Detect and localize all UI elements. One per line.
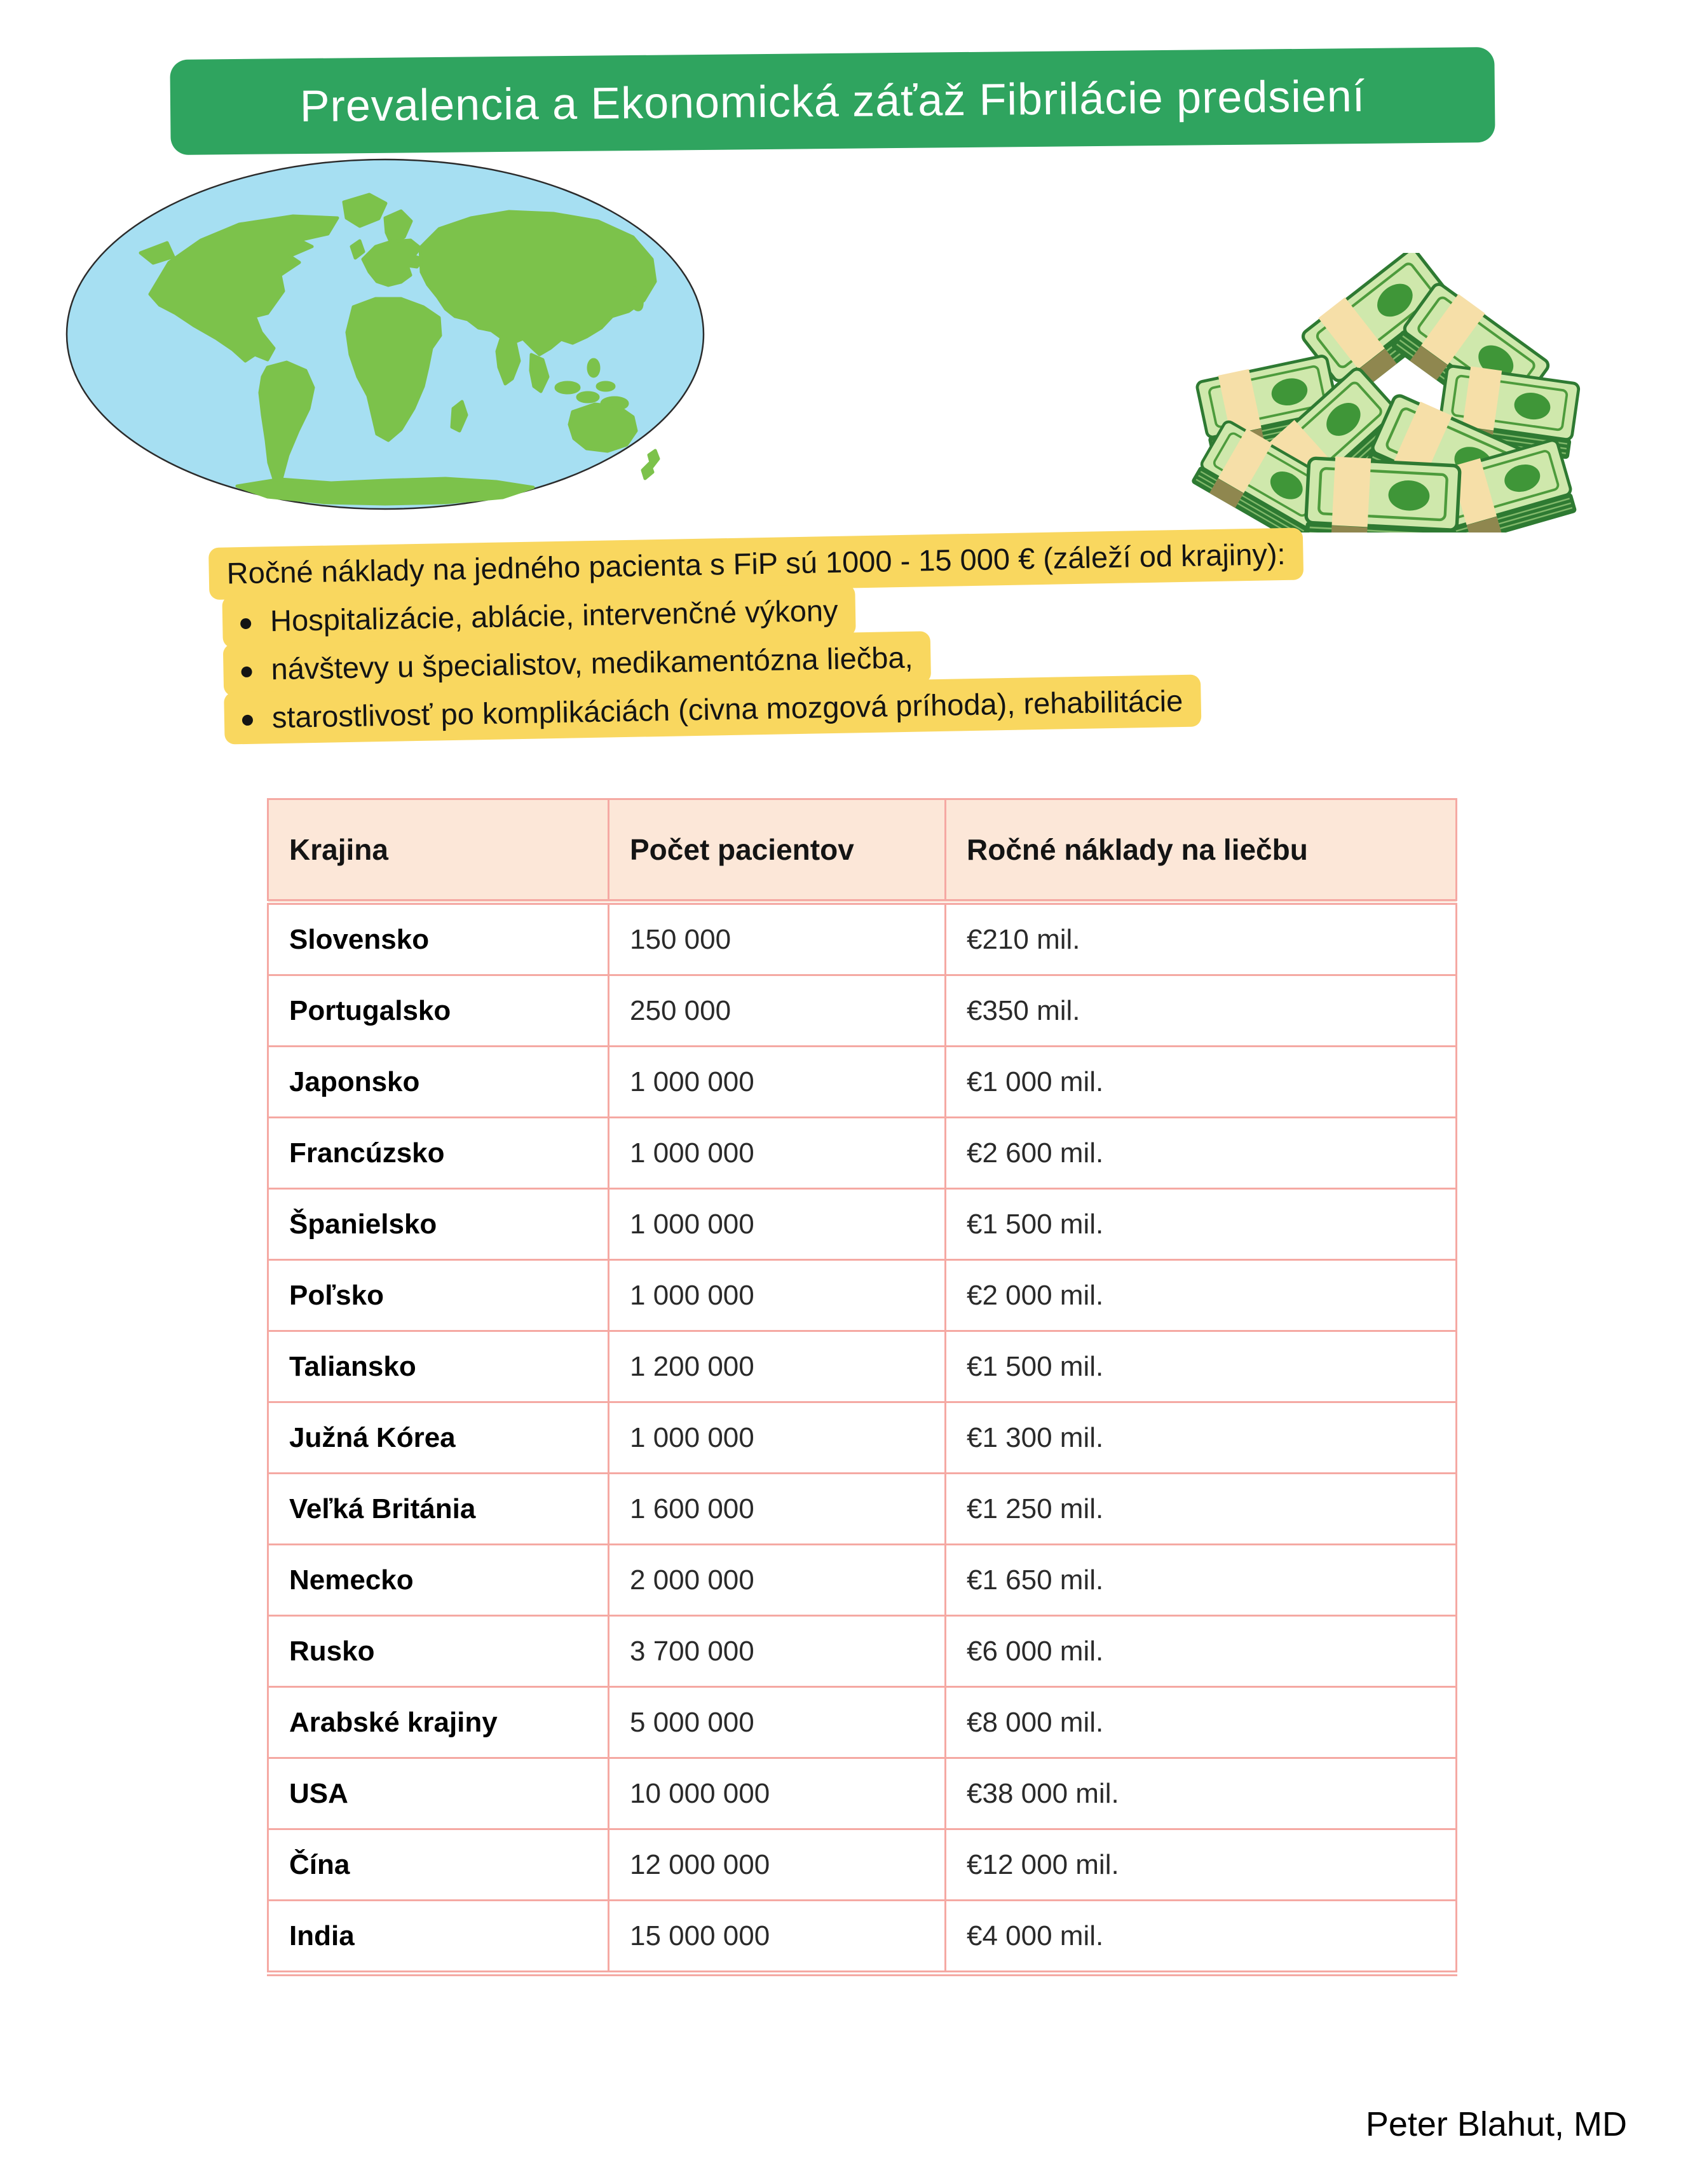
table-row: [268, 1331, 1457, 1402]
page-title: Prevalencia a Ekonomická záťaž Fibrilácie predsiení: [299, 71, 1366, 132]
cell-country: India: [268, 1901, 609, 1974]
money-pile-illustration: [1173, 253, 1586, 532]
cell-annual-costs: €1 650 mil.: [946, 1545, 1457, 1616]
cell-annual-costs: €4 000 mil.: [946, 1901, 1457, 1974]
table-row: [268, 1474, 1457, 1545]
costs-note: [208, 522, 1610, 745]
table-row: [268, 975, 1457, 1047]
cell-annual-costs: €1 000 mil.: [946, 1047, 1457, 1118]
table-row: [268, 1687, 1457, 1758]
cell-annual-costs: €6 000 mil.: [946, 1616, 1457, 1687]
cell-patient-count: 3 700 000: [609, 1616, 946, 1687]
cell-country: Japonsko: [268, 1047, 609, 1118]
costs-intro: Ročné náklady na jedného pacienta s FiP sú 1000 - 15 000 € (záleží od krajiny):: [208, 527, 1303, 600]
cell-country: Arabské krajiny: [268, 1687, 609, 1758]
cell-country: USA: [268, 1758, 609, 1829]
table-row: [268, 1260, 1457, 1331]
bullet-dot-icon: [240, 618, 251, 629]
cell-country: Portugalsko: [268, 975, 609, 1047]
table-row: [268, 1047, 1457, 1118]
cell-patient-count: 5 000 000: [609, 1687, 946, 1758]
cost-bullet-text: Hospitalizácie, ablácie, intervenčné výkony: [269, 593, 838, 638]
cost-bullet-text: starostlivosť po komplikáciách (civna mozgová príhoda), rehabilitácie: [271, 684, 1183, 735]
cell-country: Rusko: [268, 1616, 609, 1687]
header-patient-count: Počet pacientov: [609, 799, 946, 902]
cell-annual-costs: €38 000 mil.: [946, 1758, 1457, 1829]
cell-patient-count: 1 000 000: [609, 1189, 946, 1260]
cell-country: Čína: [268, 1829, 609, 1901]
cell-patient-count: 2 000 000: [609, 1545, 946, 1616]
cell-patient-count: 1 000 000: [609, 1047, 946, 1118]
cell-patient-count: 250 000: [609, 975, 946, 1047]
cell-annual-costs: €8 000 mil.: [946, 1687, 1457, 1758]
bullet-dot-icon: [241, 667, 252, 677]
bullet-dot-icon: [242, 715, 253, 726]
cost-bullet-text: návštevy u špecialistov, medikamentózna liečba,: [271, 640, 913, 686]
table-row: [268, 1189, 1457, 1260]
cell-annual-costs: €210 mil.: [946, 902, 1457, 975]
header-country: Krajina: [268, 799, 609, 902]
table-row: [268, 902, 1457, 975]
table-row: [268, 1118, 1457, 1189]
cell-annual-costs: €350 mil.: [946, 975, 1457, 1047]
cell-patient-count: 1 000 000: [609, 1260, 946, 1331]
cell-country: Južná Kórea: [268, 1402, 609, 1474]
table-row: [268, 1901, 1457, 1974]
header-annual-costs: Ročné náklady na liečbu: [946, 799, 1457, 902]
cell-country: Nemecko: [268, 1545, 609, 1616]
cell-patient-count: 1 600 000: [609, 1474, 946, 1545]
table-header-row: [268, 799, 1457, 902]
title-banner: [170, 47, 1495, 155]
cell-country: Veľká Británia: [268, 1474, 609, 1545]
cell-annual-costs: €1 500 mil.: [946, 1331, 1457, 1402]
author-credit: Peter Blahut, MD: [1365, 2105, 1627, 2143]
costs-bullets: [209, 571, 1610, 745]
cell-country: Francúzsko: [268, 1118, 609, 1189]
table-body: [268, 902, 1457, 1974]
cell-annual-costs: €12 000 mil.: [946, 1829, 1457, 1901]
table-row: [268, 1758, 1457, 1829]
cell-patient-count: 1 200 000: [609, 1331, 946, 1402]
cell-patient-count: 1 000 000: [609, 1118, 946, 1189]
cell-annual-costs: €2 000 mil.: [946, 1260, 1457, 1331]
cell-country: Taliansko: [268, 1331, 609, 1402]
costs-table: [267, 798, 1457, 1976]
cell-patient-count: 1 000 000: [609, 1402, 946, 1474]
cell-patient-count: 15 000 000: [609, 1901, 946, 1974]
cell-annual-costs: €1 500 mil.: [946, 1189, 1457, 1260]
table-row: [268, 1829, 1457, 1901]
table-row: [268, 1402, 1457, 1474]
cell-annual-costs: €1 300 mil.: [946, 1402, 1457, 1474]
cell-patient-count: 150 000: [609, 902, 946, 975]
cell-annual-costs: €2 600 mil.: [946, 1118, 1457, 1189]
table-row: [268, 1616, 1457, 1687]
cell-patient-count: 12 000 000: [609, 1829, 946, 1901]
cell-country: Španielsko: [268, 1189, 609, 1260]
table-row: [268, 1545, 1457, 1616]
world-map-illustration: [64, 158, 707, 511]
costs-table-section: [267, 798, 1457, 1976]
cell-country: Poľsko: [268, 1260, 609, 1331]
cell-country: Slovensko: [268, 902, 609, 975]
cell-patient-count: 10 000 000: [609, 1758, 946, 1829]
cell-annual-costs: €1 250 mil.: [946, 1474, 1457, 1545]
